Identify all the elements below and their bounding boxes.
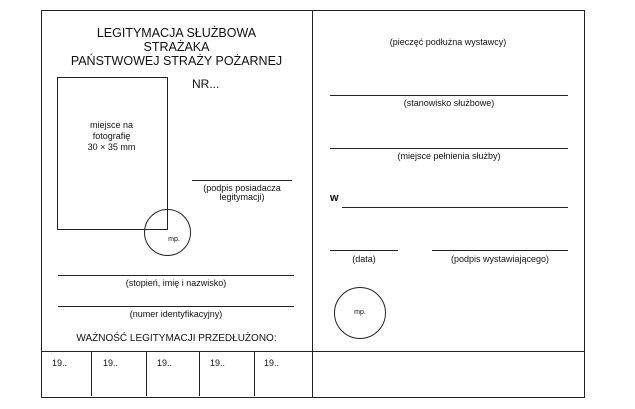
year-cell-2: 19.. bbox=[103, 358, 119, 368]
year-cell-1: 19.. bbox=[52, 358, 68, 368]
issuer-stamp-label: (pieczęć podłużna wystawcy) bbox=[389, 37, 507, 47]
title-line-1: LEGITYMACJA SŁUŻBOWA bbox=[96, 26, 257, 40]
id-number-label: (numer identyfikacyjny) bbox=[129, 309, 223, 319]
date-line bbox=[330, 250, 398, 251]
photo-text-2: fotografię bbox=[92, 131, 131, 141]
holder-signature-line bbox=[192, 180, 292, 181]
duty-place-label: (miejsce pełnienia służby) bbox=[397, 151, 501, 161]
id-number-line bbox=[58, 306, 294, 307]
issuer-signature-line bbox=[432, 250, 568, 251]
nr-label: NR... bbox=[192, 77, 220, 91]
stamp-label-right: mp. bbox=[354, 309, 366, 316]
year-cell-4: 19.. bbox=[210, 358, 226, 368]
date-label: (data) bbox=[352, 254, 376, 264]
bottom-strip-line bbox=[41, 351, 584, 352]
year-divider-2 bbox=[146, 352, 147, 396]
rank-name-line bbox=[58, 275, 294, 276]
holder-signature-label-1: (podpis posiadacza bbox=[203, 183, 281, 193]
holder-signature-label-2: legitymacji) bbox=[219, 192, 265, 202]
year-divider-4 bbox=[254, 352, 255, 396]
year-divider-3 bbox=[199, 352, 200, 396]
page-divider bbox=[312, 10, 313, 397]
position-line bbox=[330, 95, 568, 96]
stamp-circle-left bbox=[144, 209, 191, 256]
year-cell-5: 19.. bbox=[264, 358, 280, 368]
title-line-2: STRAŻAKA bbox=[143, 40, 210, 54]
w-label: w bbox=[330, 192, 339, 204]
w-line bbox=[342, 207, 568, 208]
photo-text-1: miejsce na bbox=[89, 120, 134, 130]
photo-placeholder bbox=[57, 77, 168, 230]
duty-place-line bbox=[330, 148, 568, 149]
issuer-signature-label: (podpis wystawiającego) bbox=[450, 254, 550, 264]
rank-name-label: (stopień, imię i nazwisko) bbox=[125, 278, 227, 288]
position-label: (stanowisko służbowe) bbox=[403, 98, 495, 108]
validity-extended-label: WAŻNOŚĆ LEGITYMACJI PRZEDŁUŻONO: bbox=[76, 333, 277, 344]
title-line-3: PAŃSTWOWEJ STRAŻY POŻARNEJ bbox=[70, 54, 283, 68]
year-cell-3: 19.. bbox=[157, 358, 173, 368]
photo-text-3: 30 × 35 mm bbox=[87, 142, 136, 152]
year-divider-1 bbox=[91, 352, 92, 396]
stamp-label-left: mp. bbox=[168, 236, 180, 243]
